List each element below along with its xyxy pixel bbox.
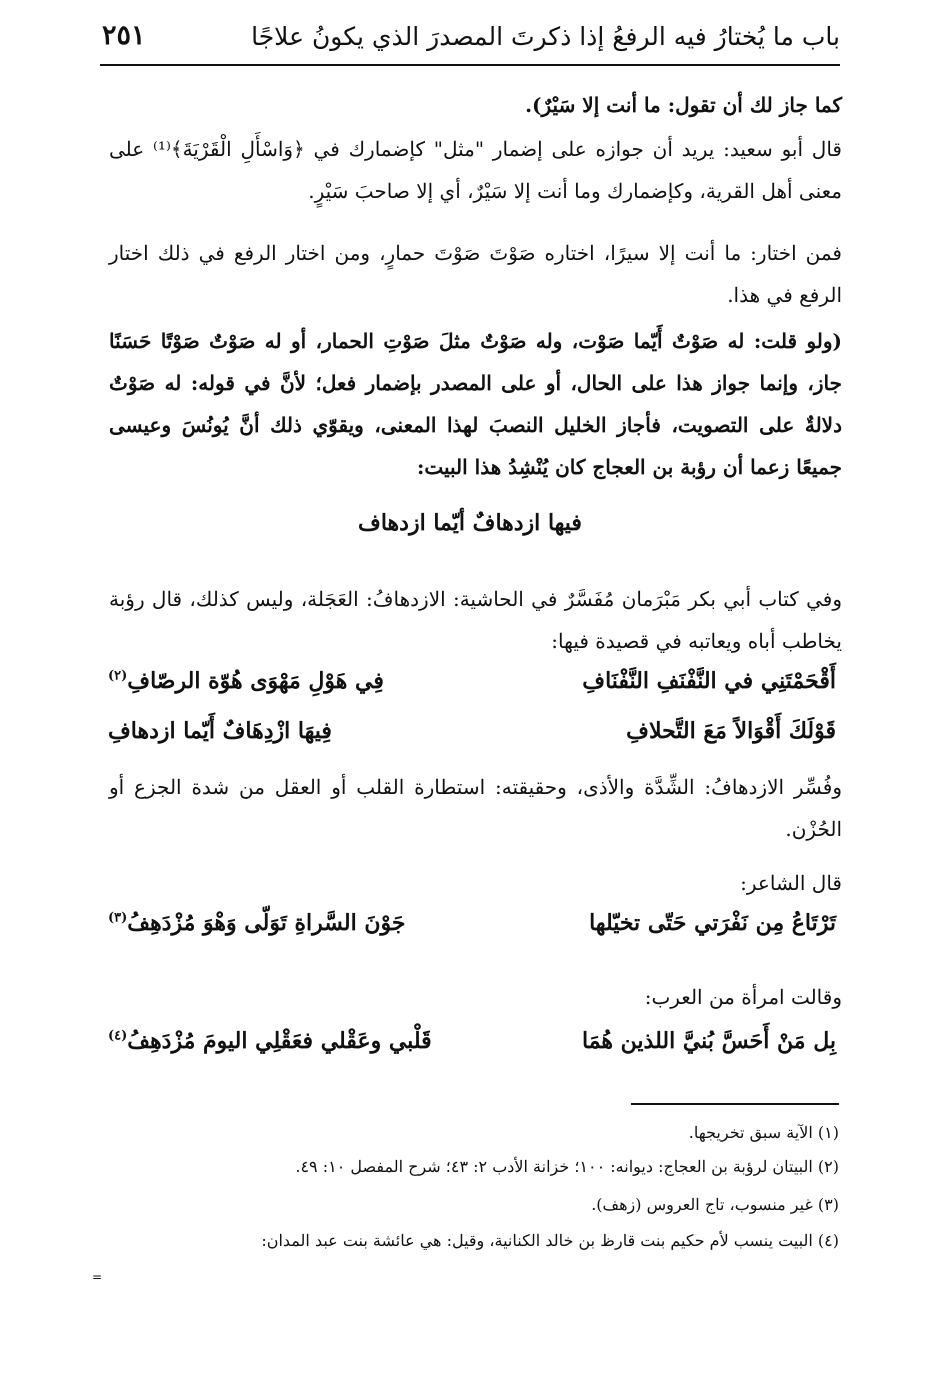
hemistich-text: فِي هَوْلِ مَهْوَى هُوّة الرصّافِ	[127, 668, 384, 694]
footnote: (٤) البيت ينسب لأم حكيم بنت قارظ بن خالد الكنانية، وقيل: هي عائشة بنت عبد المدان:	[261, 1231, 839, 1250]
footnote-marker: (٢)	[108, 668, 128, 684]
hemistich-first: بِل مَنْ أَحَسَّ بُنيَّ اللذين هُمَا	[581, 1028, 836, 1054]
paragraph-choice: فمن اختار: ما أنت إلا سيرًا، اختاره صَوْتَ صَوْتَ حمارٍ، ومن اختار الرفع في ذلك اختار الرفع في هذا.	[109, 241, 842, 307]
hemistich-first: تَرْتَاعُ مِن نَفْرَتي حَتّى تخيّلها	[589, 910, 836, 936]
poem-line	[108, 718, 836, 758]
paragraph-opening: كما جاز لك أن تقول: ما أنت إلا سَيْرٌ).	[525, 93, 842, 117]
continuation-mark: =	[92, 1270, 103, 1284]
hemistich-second	[108, 1028, 432, 1054]
chapter-title: باب ما يُختارُ فيه الرفعُ إذا ذكرتَ المصدرَ الذي يكونُ علاجًا	[251, 22, 840, 51]
footnote: (١) الآية سبق تخريجها.	[688, 1123, 839, 1142]
hemistich-second	[108, 910, 406, 936]
footnote: (٢) البيتان لرؤبة بن العجاج: ديوانه: ١٠٠؛ خزانة الأدب ٢: ٤٣؛ شرح المفصل ١٠: ٤٩.	[295, 1157, 839, 1176]
poem-line	[108, 668, 836, 708]
hemistich-first: قَوْلَكَ أَقْوَالاً مَعَ التَّحلافِ	[626, 718, 836, 744]
footnote: (٣) غير منسوب، تاج العروس (زهف).	[591, 1195, 839, 1214]
hemistich-text: جَوْنَ السَّراةِ تَوَلّى وَهْوَ مُزْدَهِفُ	[127, 910, 406, 936]
hemistich-text: قَلْبي وعَقْلي فعَقْلِي اليومَ مُزْدَهِفُ	[127, 1028, 432, 1054]
footnote-marker: (٣)	[108, 910, 128, 926]
footnote-marker: (٤)	[108, 1028, 128, 1044]
page-number: ٢٥١	[102, 20, 146, 51]
hemistich-first: أَقْحَمْتَنِي في النَّفْنَفِ النَّفْنَافِ	[582, 668, 836, 694]
woman-intro: وقالت امرأة من العرب:	[644, 985, 842, 1009]
quoted-verse: فيها ازدهافٌ أيّما ازدهاف	[358, 510, 582, 536]
hemistich-second	[108, 668, 384, 694]
paragraph-abu-said: قال أبو سعيد: يريد أن جوازه على إضمار "مثل" كإضمارك في ﴿وَاسْأَلِ الْقَرْيَةَ﴾⁽¹⁾ على معنى أهل القرية، وكإضمارك وما أنت إلا سَيْرٌ، أي إلا صاحبَ سَيْرٍ.	[109, 137, 842, 203]
footnote-divider	[631, 1103, 839, 1105]
poem-line	[108, 910, 836, 950]
paragraph-sibawayh-quote: (ولو قلت: له صَوْتٌ أَيّما صَوْت، وله صَوْتٌ مثلَ صَوْتِ الحمار، أو له صَوْتٌ صَوْتًا حَسَنًا جاز، وإنما جواز هذا على الحال، أو على المصدر بإضمار فعل؛ لأنَّ في قوله: له صَوْتٌ دلالةٌ على التصويت، فأجاز الخليل النصبَ لهذا المعنى، ويقوّي ذلك أنَّ يُونُسَ وعيسى جميعًا زعما أن رؤبة بن العجاج كان يُنْشِدُ هذا البيت:	[109, 329, 842, 479]
hemistich-second: فِيهَا ازْدِهَافٌ أَيّما ازدهافِ	[108, 718, 332, 744]
page-header	[100, 18, 840, 62]
header-divider	[100, 64, 840, 66]
poet-intro: قال الشاعر:	[740, 871, 842, 895]
paragraph-explanation: وفُسِّر الازدهافُ: الشِّدَّة والأذى، وحقيقته: استطارة القلب أو العقل من شدة الجزع أو الحُزْن.	[109, 775, 842, 841]
paragraph-commentary: وفي كتاب أبي بكر مَبْرَمان مُفَسَّرٌ في الحاشية: الازدهافُ: العَجَلة، وليس كذلك، قال رؤبة يخاطب أباه ويعاتبه في قصيدة فيها:	[109, 587, 842, 653]
poem-line	[108, 1028, 836, 1068]
